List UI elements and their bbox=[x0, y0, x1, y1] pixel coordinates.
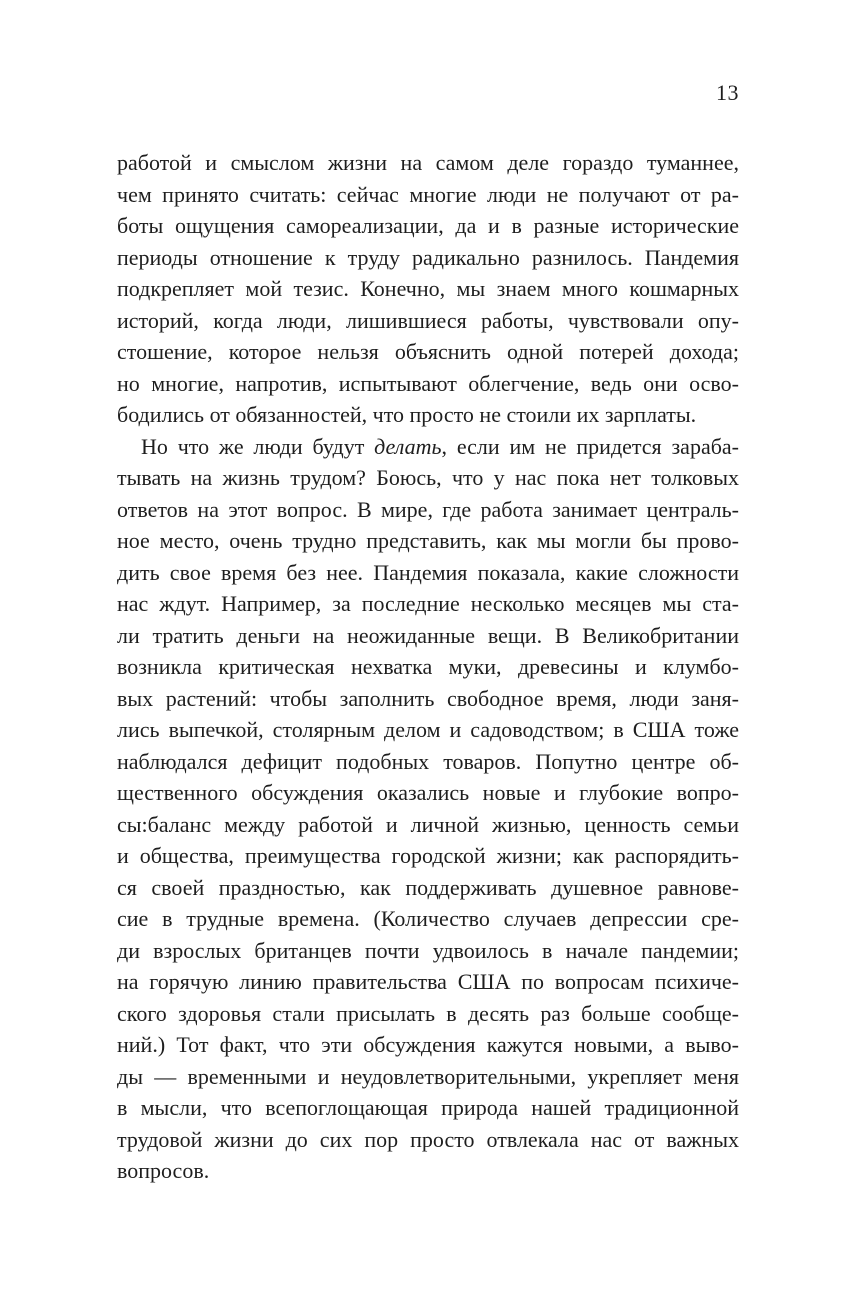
text-line: ды — временными и неудовлетворительными, укрепляет меня bbox=[117, 1063, 739, 1089]
text-line: подкрепляет мой тезис. Конечно, мы знаем много кошмарных bbox=[117, 276, 739, 301]
text-line: щественного обсуждения оказались новые и глубокие вопро- bbox=[117, 780, 739, 805]
text-line: наблюдался дефицит подобных товаров. Попутно центре об- bbox=[117, 748, 739, 774]
text-line: бодились от обязанностей, что просто не стоили их зарплаты. bbox=[117, 402, 697, 427]
text-line: периоды отношение к труду радикально разнилось. Пандемия bbox=[117, 244, 739, 270]
text-line: сы:баланс между работой и личной жизнью, ценность семьи bbox=[117, 811, 739, 837]
text-line: ского здоровья стали присылать в десять раз больше сообще- bbox=[117, 1000, 739, 1026]
text-line: на горячую линию правительства США по вопросам психиче- bbox=[117, 969, 739, 994]
text-line: в мысли, что всепоглощающая природа нашей традиционной bbox=[117, 1095, 739, 1120]
text-line: стошение, которое нельзя объяснить одной потерей дохода; bbox=[117, 339, 739, 364]
text-line: и общества, преимущества городской жизни; как распорядить- bbox=[117, 843, 739, 868]
text-line: работой и смыслом жизни на самом деле гораздо туманнее, bbox=[117, 150, 739, 175]
text-line: дить свое время без нее. Пандемия показала, какие сложности bbox=[117, 559, 739, 585]
text-line: Но что же люди будут делать, если им не придется зараба- bbox=[141, 433, 739, 459]
text-line: вопросов. bbox=[117, 1158, 210, 1183]
text-line: ное место, очень трудно представить, как мы могли бы прово- bbox=[117, 528, 739, 553]
text-line: сие в трудные времена. (Количество случаев депрессии сре- bbox=[117, 906, 739, 931]
text-line: ответов на этот вопрос. В мире, где работа занимает централь- bbox=[117, 496, 739, 522]
text-line: ли тратить деньги на неожиданные вещи. В Великобритании bbox=[117, 622, 739, 648]
text-body bbox=[117, 147, 739, 1187]
text-line: лись выпечкой, столярным делом и садоводством; в США тоже bbox=[117, 717, 739, 742]
text-line: нас ждут. Например, за последние несколько месяцев мы ста- bbox=[117, 591, 739, 616]
text-line: ся своей праздностью, как поддерживать душевное равнове- bbox=[117, 874, 739, 900]
text-line: но многие, напротив, испытывают облегчение, ведь они осво- bbox=[117, 370, 739, 396]
text-line: возникла критическая нехватка муки, древесины и клумбо- bbox=[117, 654, 739, 679]
page-number: 13 bbox=[716, 80, 739, 105]
text-line: тывать на жизнь трудом? Боюсь, что у нас пока нет толковых bbox=[117, 465, 739, 490]
text-line: историй, когда люди, лишившиеся работы, чувствовали опу- bbox=[117, 307, 739, 333]
text-line: ний.) Тот факт, что эти обсуждения кажутся новыми, а выво- bbox=[117, 1032, 739, 1057]
text-line: трудовой жизни до сих пор просто отвлекала нас от важных bbox=[117, 1126, 739, 1152]
text-line: ди взрослых британцев почти удвоилось в начале пандемии; bbox=[117, 937, 739, 963]
text-line: вых растений: чтобы заполнить свободное время, люди заня- bbox=[117, 685, 739, 711]
text-line: боты ощущения самореализации, да и в разные исторические bbox=[117, 213, 739, 238]
text-line: чем принято считать: сейчас многие люди не получают от ра- bbox=[117, 181, 739, 207]
